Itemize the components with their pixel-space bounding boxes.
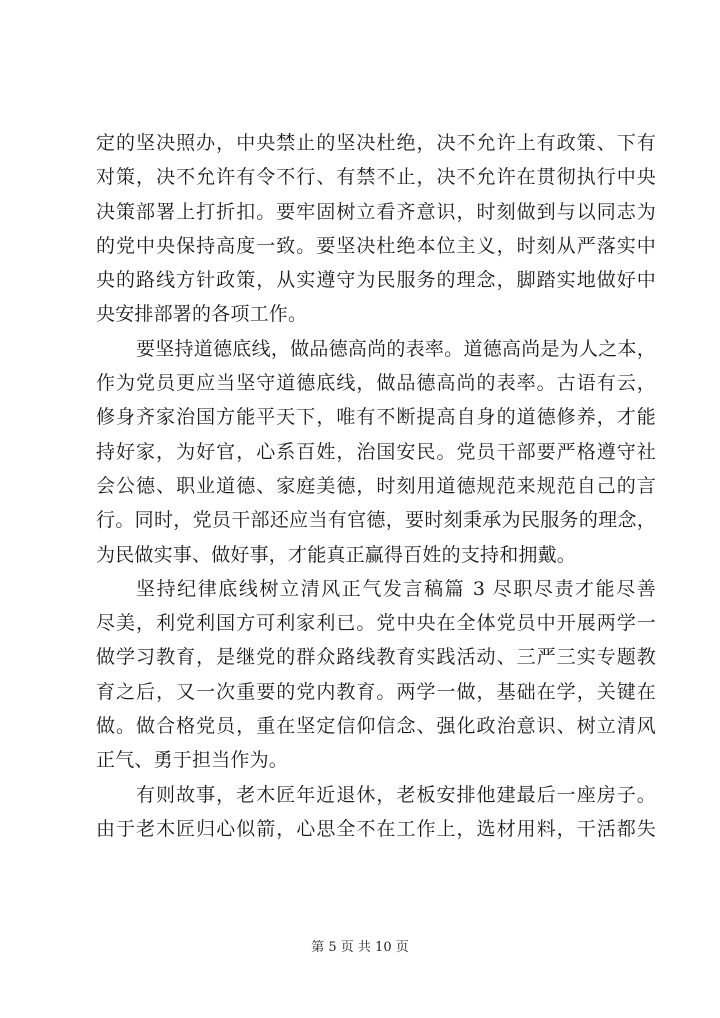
text-line: 决策部署上打折扣。要牢固树立看齐意识，时刻做到与以同志为 — [96, 200, 656, 223]
text-line: 修身齐家治国方能平天下，唯有不断提高自身的道德修养，才能 — [96, 406, 656, 429]
document-body — [96, 126, 656, 846]
text-line: 做。做合格党员，重在坚定信仰信念、强化政治意识、树立清风 — [96, 715, 656, 738]
text-line: 对策，决不允许有令不行、有禁不止，决不允许在贯彻执行中央 — [96, 166, 656, 189]
text-line: 会公德、职业道德、家庭美德，时刻用道德规范来规范自己的言 — [96, 474, 656, 497]
page-number-footer: 第 5 页 共 10 页 — [311, 940, 409, 955]
text-line: 行。同时，党员干部还应当有官德，要时刻秉承为民服务的理念， — [96, 509, 656, 532]
text-line: 定的坚决照办，中央禁止的坚决杜绝，决不允许上有政策、下有 — [96, 132, 656, 154]
paragraph-first-line: 要坚持道德底线，做品德高尚的表率。道德高尚是为人之本， — [136, 337, 656, 360]
text-line: 持好家，为好官，心系百姓，治国安民。党员干部要严格遵守社 — [96, 440, 656, 463]
paragraph-first-line: 坚持纪律底线树立清风正气发言稿篇 3 尽职尽责才能尽善 — [136, 577, 656, 600]
text-line: 的党中央保持高度一致。要坚决杜绝本位主义，时刻从严落实中 — [96, 234, 656, 257]
text-line: 育之后，又一次重要的党内教育。两学一做，基础在学，关键在 — [96, 680, 656, 703]
text-line: 央的路线方针政策，从实遵守为民服务的理念，脚踏实地做好中 — [96, 269, 656, 292]
paragraph-first-line: 有则故事，老木匠年近退休，老板安排他建最后一座房子。 — [136, 783, 656, 806]
text-line: 由于老木匠归心似箭，心思全不在工作上，选材用料，干活都失 — [96, 817, 656, 840]
text-line: 做学习教育，是继党的群众路线教育实践活动、三严三实专题教 — [96, 646, 656, 669]
text-line: 为民做实事、做好事，才能真正赢得百姓的支持和拥戴。 — [96, 543, 577, 566]
text-line: 正气、勇于担当作为。 — [96, 749, 289, 772]
text-line: 尽美，利党利国方可利家利已。党中央在全体党员中开展两学一 — [96, 612, 656, 635]
text-line: 作为党员更应当坚守道德底线，做品德高尚的表率。古语有云， — [96, 372, 656, 395]
text-line: 央安排部署的各项工作。 — [96, 303, 308, 326]
